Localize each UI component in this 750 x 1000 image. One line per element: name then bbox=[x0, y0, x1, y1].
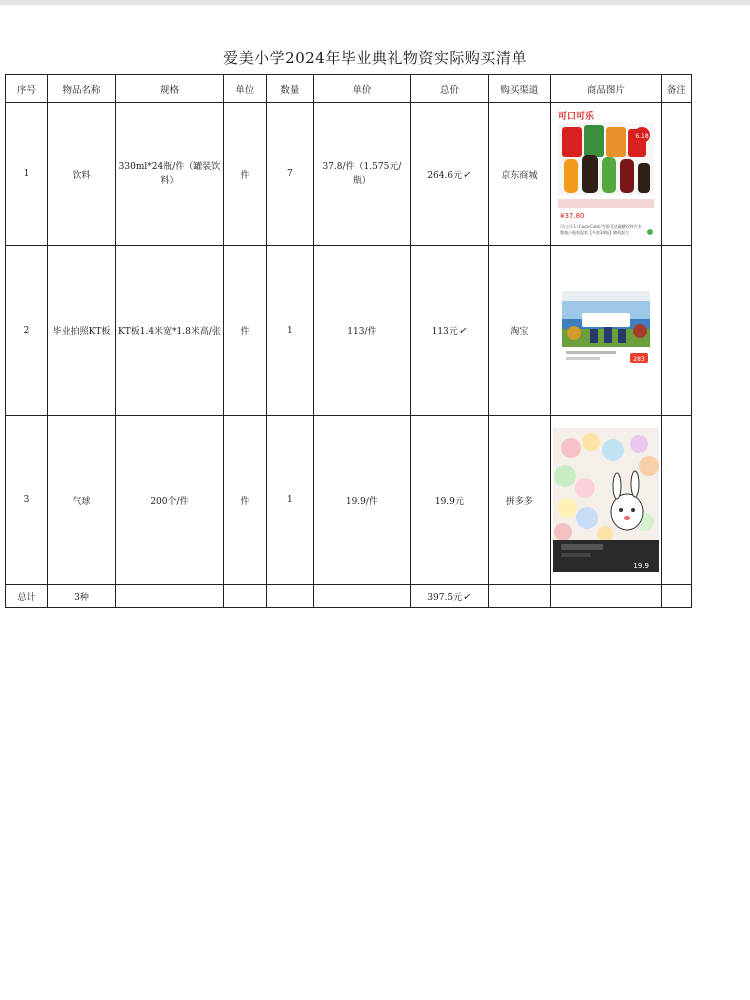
row-unit: 件 bbox=[223, 103, 266, 246]
header-row bbox=[6, 75, 692, 103]
row-name: 饮料 bbox=[48, 103, 116, 246]
summary-empty bbox=[313, 585, 410, 608]
row-index: 2 bbox=[6, 246, 48, 416]
row-note bbox=[661, 103, 691, 246]
row-unit-price: 113/件 bbox=[313, 246, 410, 416]
header-unit-price: 单价 bbox=[313, 75, 410, 103]
row-image-cell bbox=[550, 103, 661, 246]
purchase-table bbox=[5, 74, 692, 608]
header-total: 总价 bbox=[410, 75, 488, 103]
drink-brand-text: 可口可乐 bbox=[557, 112, 594, 122]
row-name: 气球 bbox=[48, 416, 116, 585]
summary-empty bbox=[116, 585, 224, 608]
summary-empty bbox=[266, 585, 313, 608]
row-index: 3 bbox=[6, 416, 48, 585]
scan-edge bbox=[0, 0, 750, 5]
header-qty: 数量 bbox=[266, 75, 313, 103]
row-qty: 1 bbox=[266, 246, 313, 416]
header-spec: 规格 bbox=[116, 75, 224, 103]
document-title: 爱美小学2024年毕业典礼物资实际购买清单 bbox=[223, 49, 527, 67]
header-index: 序号 bbox=[6, 75, 48, 103]
table-row bbox=[6, 416, 692, 585]
check-mark-icon: ✓ bbox=[462, 168, 473, 182]
check-mark-icon: ✓ bbox=[462, 590, 473, 604]
kt-price-badge: 283 bbox=[633, 355, 645, 363]
summary-empty bbox=[550, 585, 661, 608]
row-channel: 淘宝 bbox=[488, 246, 550, 416]
row-unit: 件 bbox=[223, 416, 266, 585]
row-total: 19.9元 bbox=[410, 416, 488, 585]
row-note bbox=[661, 246, 691, 416]
drink-caption-2: 整箱小瓶装混装【多款24瓶】随机混合 bbox=[559, 230, 629, 235]
balloon-price-text: 19.9 bbox=[633, 562, 649, 570]
row-index: 1 bbox=[6, 103, 48, 246]
drink-caption: 可口可乐 (Coca-Cola) 雪碧芬达碳酸饮料汽水 bbox=[559, 224, 642, 229]
row-qty: 1 bbox=[266, 416, 313, 585]
row-image-cell bbox=[550, 416, 661, 585]
summary-total-cell bbox=[410, 585, 488, 608]
row-total-cell bbox=[410, 246, 488, 416]
summary-empty bbox=[488, 585, 550, 608]
header-name: 物品名称 bbox=[48, 75, 116, 103]
row-unit-price: 37.8/件（1.575元/瓶） bbox=[313, 103, 410, 246]
drink-product-image bbox=[554, 107, 658, 241]
row-image-cell bbox=[550, 246, 661, 416]
header-channel: 购买渠道 bbox=[488, 75, 550, 103]
row-total: 264.6元 bbox=[427, 170, 463, 181]
row-unit: 件 bbox=[223, 246, 266, 416]
summary-kinds: 3种 bbox=[48, 585, 116, 608]
row-unit-price: 19.9/件 bbox=[313, 416, 410, 585]
summary-label: 总计 bbox=[6, 585, 48, 608]
header-unit: 单位 bbox=[223, 75, 266, 103]
summary-empty bbox=[223, 585, 266, 608]
header-note: 备注 bbox=[661, 75, 691, 103]
row-channel: 拼多多 bbox=[488, 416, 550, 585]
row-spec: 200个/件 bbox=[116, 416, 224, 585]
table-row bbox=[6, 103, 692, 246]
drink-price-text: ¥37.80 bbox=[559, 212, 585, 220]
row-name: 毕业拍照KT板 bbox=[48, 246, 116, 416]
promo-badge: 6.18 bbox=[635, 133, 649, 140]
row-total-cell bbox=[410, 103, 488, 246]
summary-row bbox=[6, 585, 692, 608]
table-row bbox=[6, 246, 692, 416]
row-note bbox=[661, 416, 691, 585]
row-spec: KT板1.4米宽*1.8米高/张 bbox=[116, 246, 224, 416]
kt-board-product-image bbox=[560, 289, 652, 373]
check-mark-icon: ✓ bbox=[458, 325, 468, 338]
row-qty: 7 bbox=[266, 103, 313, 246]
balloon-product-image bbox=[553, 428, 659, 572]
header-image: 商品图片 bbox=[550, 75, 661, 103]
row-spec: 330ml*24瓶/件（罐装饮料） bbox=[116, 103, 224, 246]
summary-empty bbox=[661, 585, 691, 608]
row-total: 113元 bbox=[431, 327, 458, 337]
summary-total: 397.5元 bbox=[427, 592, 463, 603]
row-channel: 京东商城 bbox=[488, 103, 550, 246]
